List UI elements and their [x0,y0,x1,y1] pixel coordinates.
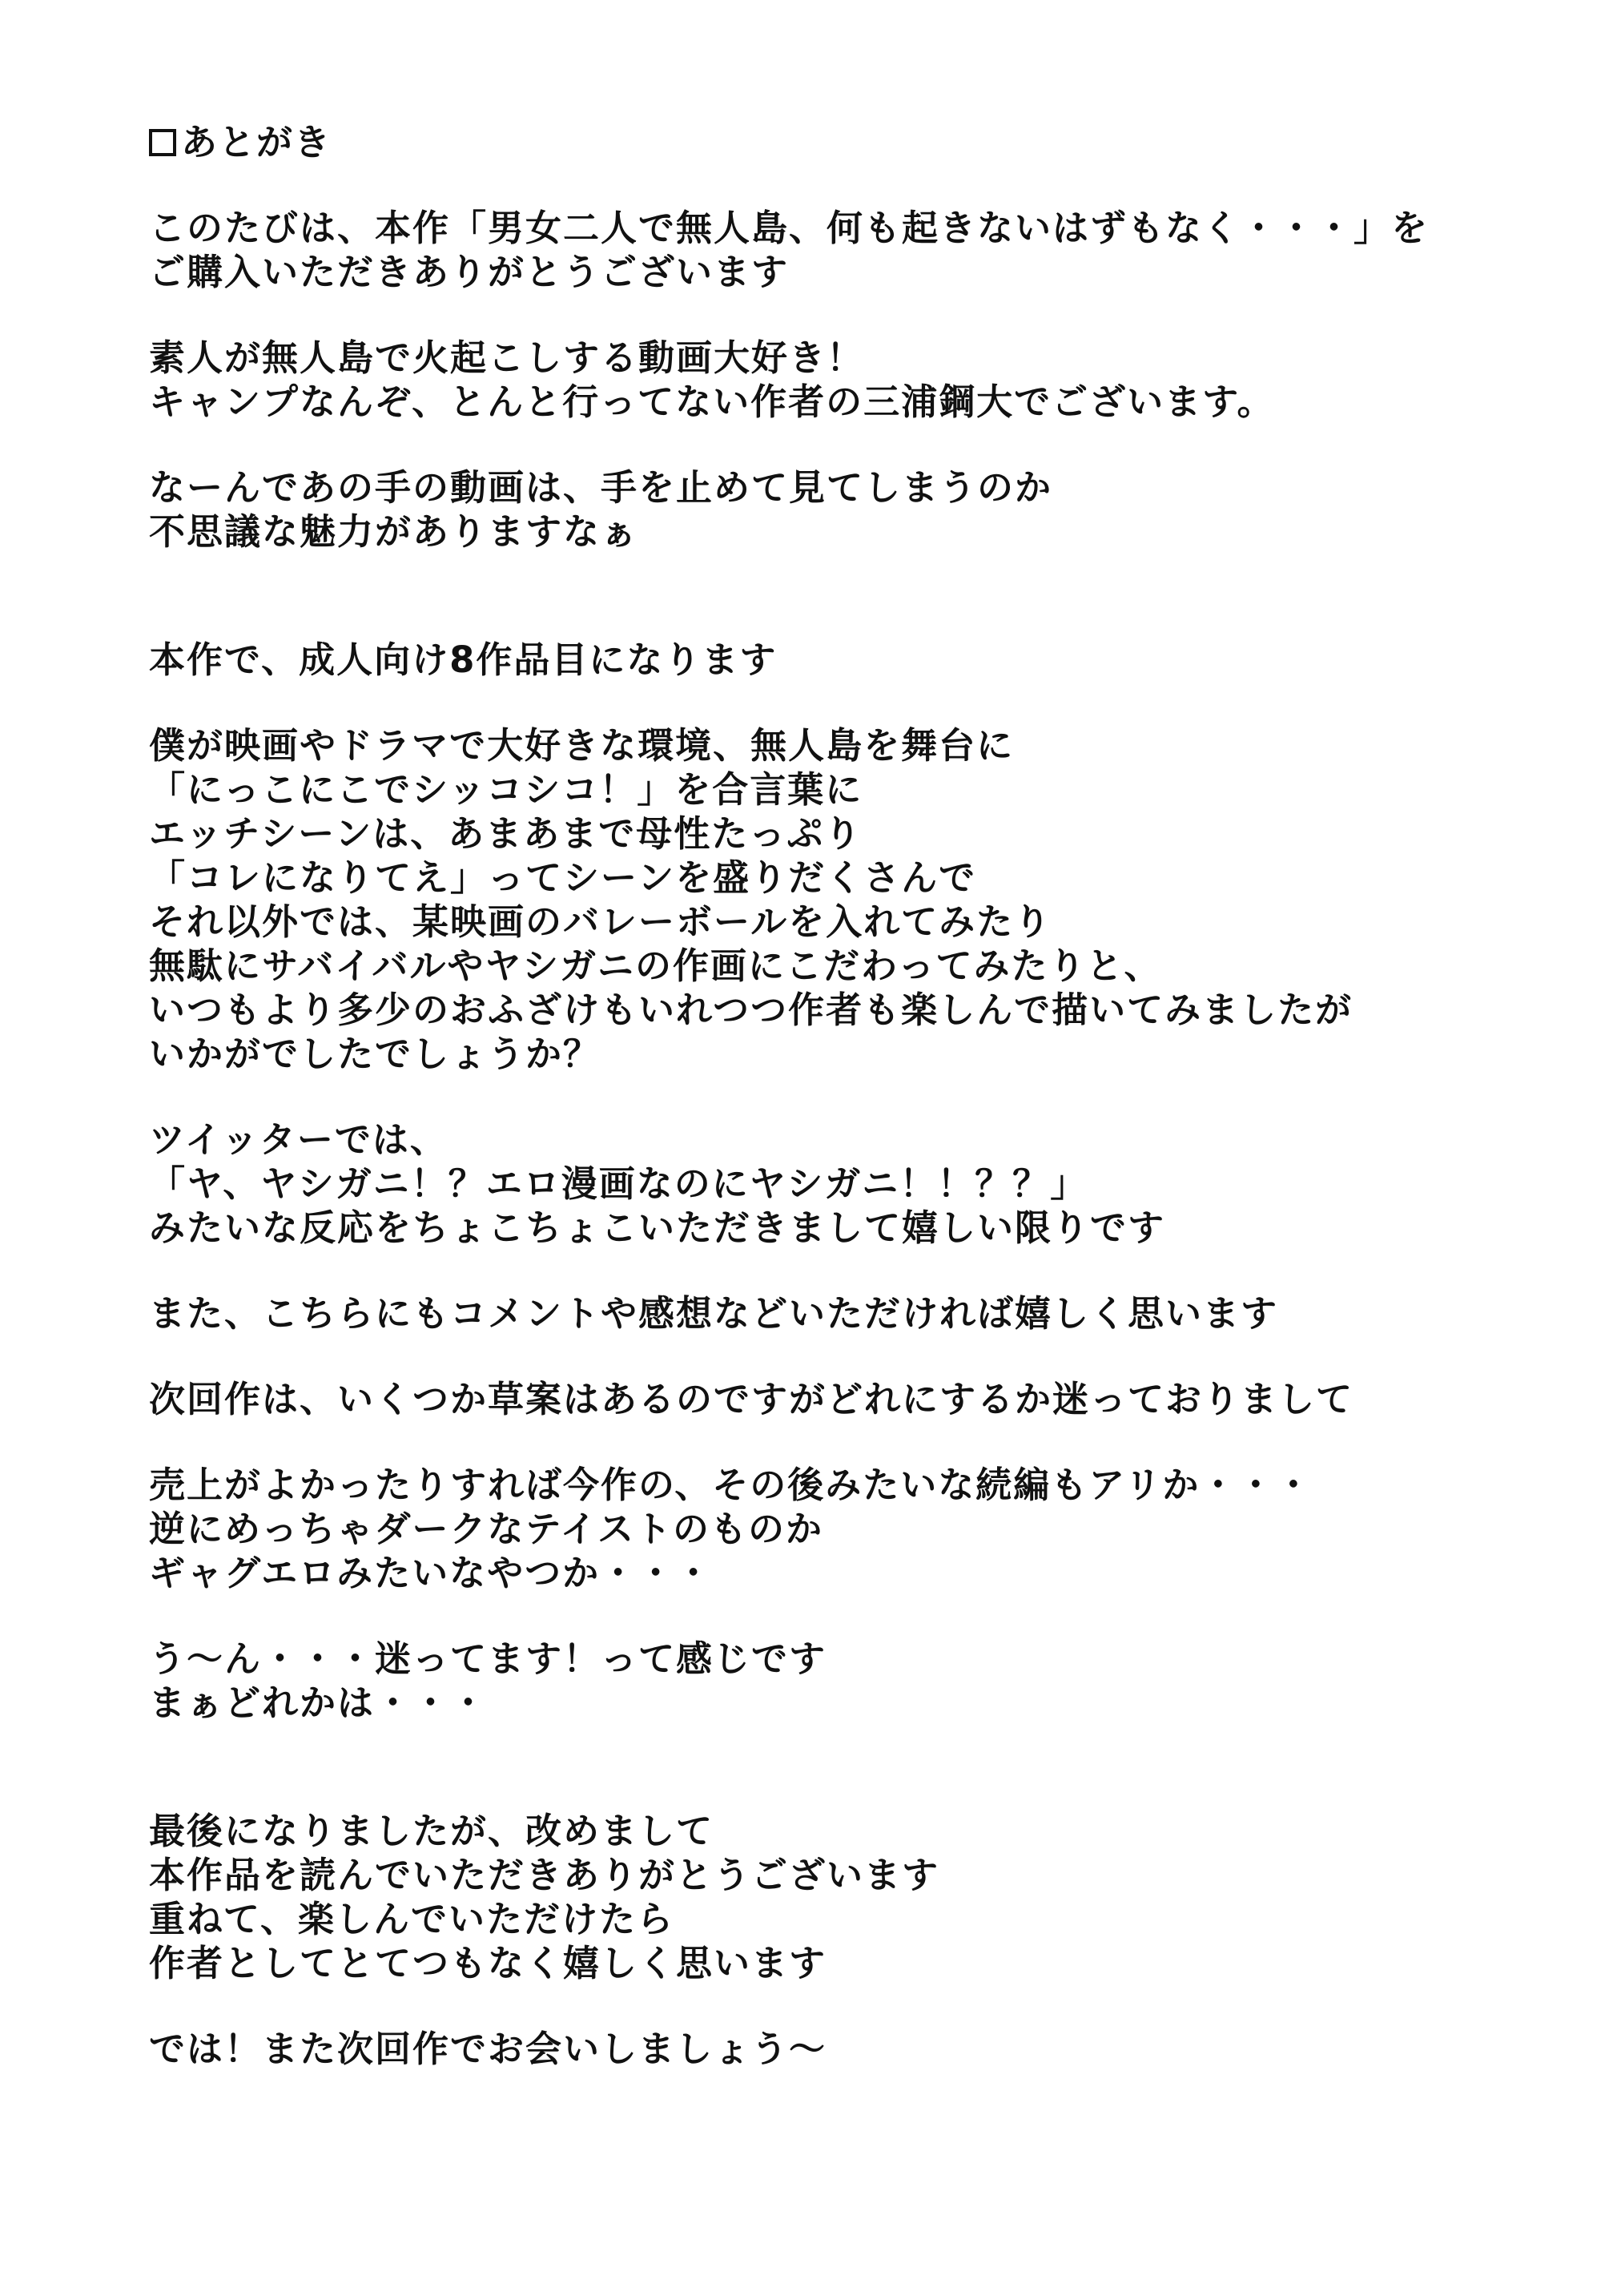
paragraph [149,465,1510,554]
afterword-text [149,120,1510,2071]
text-line: 無駄にサバイバルやヤシガニの作画にこだわってみたりと、 [149,945,1162,987]
paragraph [149,1377,1510,1421]
text-line: キャンプなんぞ、とんと行ってない作者の三浦鋼大でございます。 [149,381,1275,423]
text-line: 本作で、成人向け8作品目になります [149,638,778,681]
text-line: いつもより多少のおふざけもいれつつ作者も楽しんで描いてみましたが [149,989,1354,1031]
text-line: 最後になりましたが、改めまして [149,1810,714,1852]
text-line: なーんであの手の動画は、手を止めて見てしまうのか [149,466,1053,509]
text-line: ギャグエロみたいなやつか・・・ [149,1552,714,1594]
text-line: 売上がよかったりすれば今作の、その後みたいな続編もアリか・・・ [149,1464,1313,1506]
text-line: 不思議な魅力がありますなぁ [149,510,639,553]
text-line: 素人が無人島で火起こしする動画大好き！ [149,336,865,379]
text-line: エッチシーンは、あまあまで母性たっぷり [149,812,863,855]
paragraph [149,206,1510,294]
paragraph [149,1637,1510,1725]
text-line: 重ねて、楽しんでいただけたら [149,1898,674,1940]
paragraph [149,336,1510,424]
text-line: 逆にめっちゃダークなテイストのものか [149,1508,823,1550]
text-line: 作者としてとてつもなく嬉しく思います [149,1942,827,1984]
paragraph [149,638,1510,682]
paragraph [149,1118,1510,1250]
text-line: 「にっこにこでシッコシコ！」を合言葉に [149,768,863,811]
text-line: みたいな反応をちょこちょこいただきまして嬉しい限りです [149,1206,1166,1249]
text-line: まぁどれかは・・・ [149,1682,489,1724]
paragraph [149,723,1510,1076]
text-line: それ以外では、某映画のバレーボールを入れてみたり [149,900,1052,943]
text-line: ツイッターでは、 [149,1118,448,1161]
paragraph [149,2027,1510,2071]
checkbox-square-icon [149,129,176,156]
text-line: 僕が映画やドラマで大好きな環境、無人島を舞台に [149,724,1015,767]
text-line: いかがでしたでしょうか？ [149,1033,601,1075]
paragraph [149,1291,1510,1335]
title-text: あとがき [181,121,332,163]
text-line: 「ヤ、ヤシガニ！？エロ漫画なのにヤシガニ！！？？」 [149,1162,1088,1205]
text-line: う～ん・・・迷ってます！って感じです [149,1637,827,1680]
text-line: 本作品を読んでいただきありがとうございます [149,1854,940,1896]
paragraph-list [149,206,1510,2071]
text-line: では！また次回作でお会いしましょう～ [149,2028,827,2070]
text-line: ご購入いただきありがとうございます [149,251,790,293]
text-line: 次回作は、いくつか草案はあるのですがどれにするか迷っておりまして [149,1378,1354,1420]
paragraph [149,1809,1510,1985]
text-line: このたびは、本作「男女二人で無人島、何も起きないはずもなく・・・」を [149,207,1430,249]
text-line: 「コレになりてえ」ってシーンを盛りだくさんで [149,856,977,899]
page-title [149,120,1510,164]
paragraph [149,1463,1510,1595]
text-line: また、こちらにもコメントや感想などいただければ嬉しく思います [149,1292,1279,1335]
